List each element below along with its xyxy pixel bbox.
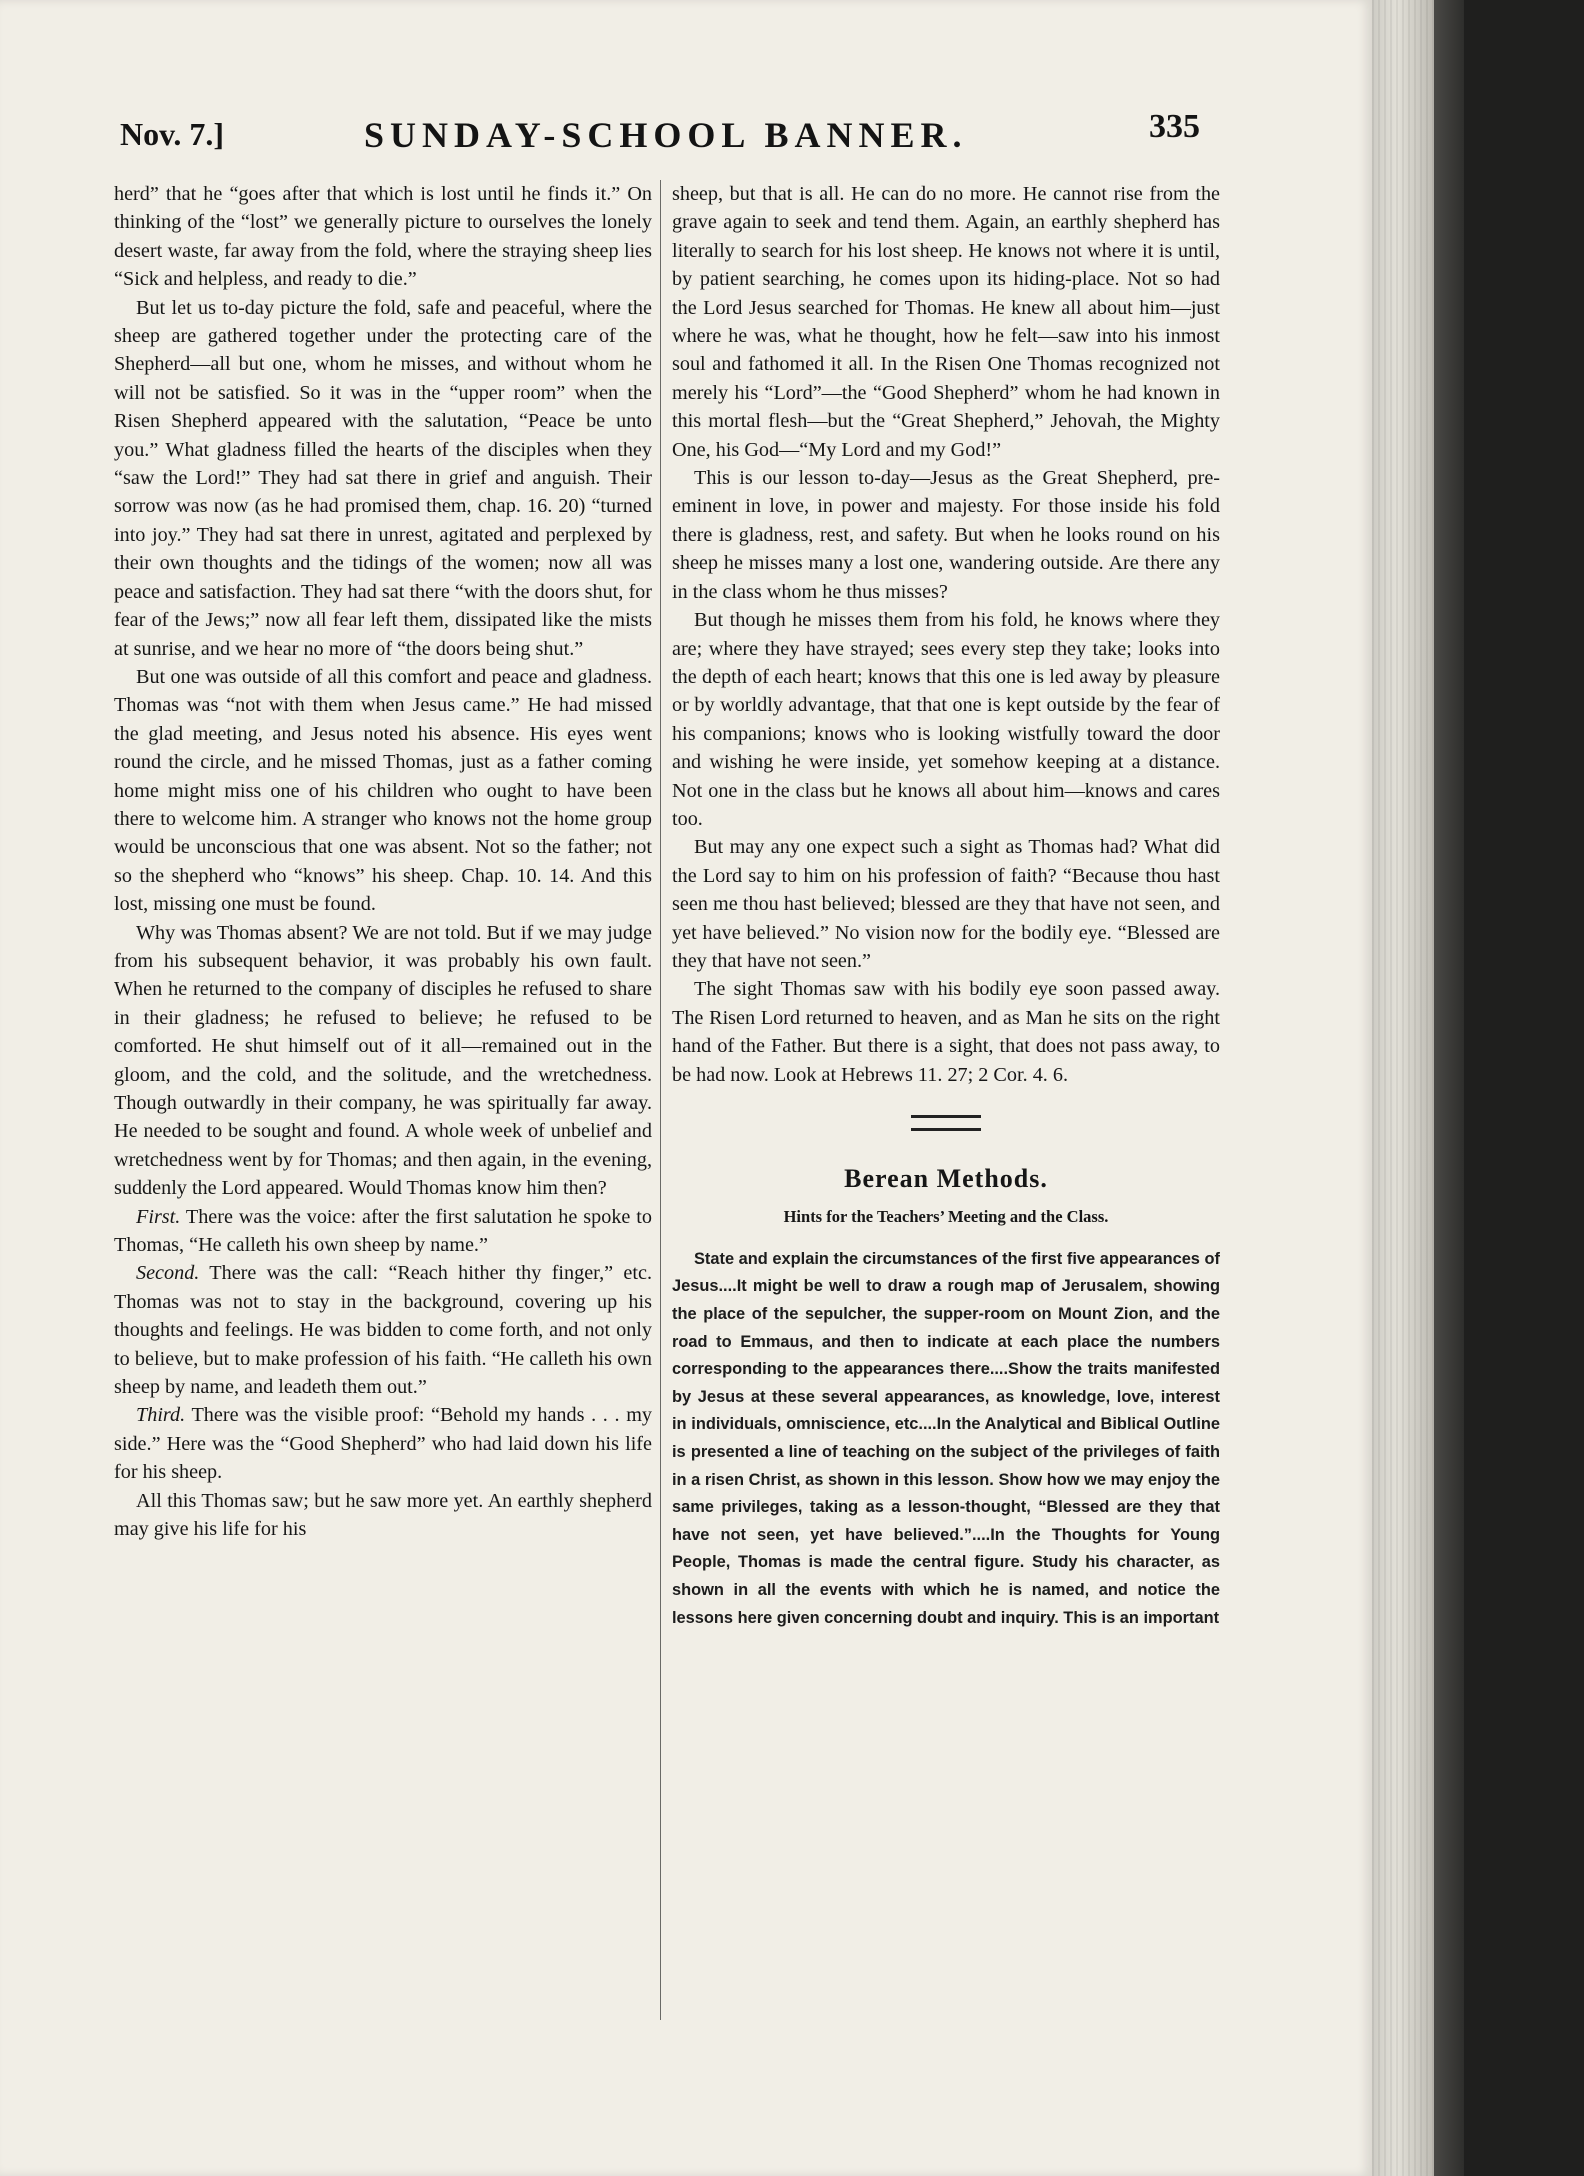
paragraph: herd” that he “goes after that which is lost until he finds it.” On thinking of the “lost” we generally picture to ourselves the lonely desert waste, far away from the fold, where the straying sheep lies “Sick and helpless, and ready to die.” <box>114 183 652 291</box>
header-title: SUNDAY-SCHOOL BANNER. <box>364 115 968 155</box>
section-title: Berean Methods. <box>844 1164 1048 1193</box>
paragraph-first <box>114 1203 652 1260</box>
paragraph: But may any one expect such a sight as Thomas had? What did the Lord say to him on his profession of faith? “Because thou hast seen me thou hast believed; blessed are they that have not seen, and yet have believed.” No vision now for the bodily eye. “Blessed are they that have not seen.” <box>672 836 1220 972</box>
header-date: Nov. 7.] <box>120 116 224 152</box>
page-number: 335 <box>1149 108 1200 145</box>
page-edge <box>1372 0 1434 2176</box>
paragraph: But let us to-day picture the fold, safe and peaceful, where the sheep are gathered together under the protecting care of the Shepherd—all but one, whom he misses, and without whom he will not be satisfied. So it was in the “upper room” when the Risen Shepherd appeared with the salutation, “Peace be unto you.” What gladness filled the hearts of the disciples when they “saw the Lord!” They had sat there in grief and anguish. Their sorrow was now (as he had promised them, chap. 16. 20) “turned into joy.” They had sat there in unrest, agitated and perplexed by their own thoughts and the tidings of the women; now all was peace and satisfaction. They had sat there “with the doors shut, for fear of the Jews;” now all fear left them, dissipated like the mists at sunrise, and we hear no more of “the doors being shut.” <box>114 296 652 660</box>
paragraph: But though he misses them from his fold, he knows where they are; where they have strayed; sees every step they take; looks into the depth of each heart; knows that this one is led away by pleasure or by worldly advantage, that that one is kept outside by the fear of his companions; knows who is looking wistfully toward the door and wishing he were inside, yet somehow keeping at a distance. Not one in the class but he knows all about him—knows and cares too. <box>672 609 1220 830</box>
text-first: There was the voice: after the first salutation he spoke to Thomas, “He calleth his own sheep by name.” <box>114 1205 652 1257</box>
lead-first: First. <box>136 1205 181 1228</box>
paragraph-third <box>114 1401 652 1486</box>
running-header <box>120 108 1220 154</box>
left-column <box>114 180 652 1544</box>
paragraph: Why was Thomas absent? We are not told. But if we may judge from his subsequent behavior, it was probably his own fault. When he returned to the company of disciples he refused to share in their gladness; he refused to believe; he refused to be comforted. He shut himself out of it all—remained out in the gloom, and the cold, and the solitude, and the wretchedness. Though outwardly in their company, he was spiritually far away. He needed to be sought and found. A whole week of unbelief and wretchedness went by for Thomas; and then again, in the evening, suddenly the Lord appeared. Would Thomas know him then? <box>114 921 652 1200</box>
section-subtitle: Hints for the Teachers’ Meeting and the Class. <box>783 1207 1109 1227</box>
methods-paragraph: State and explain the circumstances of the first five appearances of Jesus....It might be well to draw a rough map of Jerusalem, showing the place of the sepulcher, the supper-room on Mount Zion, and the road to Emmaus, and then to indicate at each place the numbers corresponding to the appearances there....Show the traits manifested by Jesus at these several appearances, as knowledge, love, interest in individuals, omniscience, etc....In the Analytical and Biblical Outline is presented a line of teaching on the subject of the privileges of faith in a risen Christ, as shown in this lesson. Show how we may enjoy the same privileges, taking as a lesson-thought, “Blessed are they that have not seen, yet have believed.”....In the Thoughts for Young People, Thomas is made the central figure. Study his character, as shown in all the events with which he is named, and notice the lessons here given concerning doubt and inquiry. This is an important <box>672 1249 1220 1627</box>
paragraph: All this Thomas saw; but he saw more yet. An earthly shepherd may give his life for his <box>114 1489 652 1541</box>
column-divider <box>660 180 661 2020</box>
paragraph: sheep, but that is all. He can do no more. He cannot rise from the grave again to seek and tend them. Again, an earthly shepherd has literally to search for his lost sheep. He knows not where it is until, by patient searching, he comes upon its hiding-place. Not so had the Lord Jesus searched for Thomas. He knew all about him—just where he was, what he thought, how he felt—saw into his inmost soul and fathomed it all. In the Risen One Thomas recognized not merely his “Lord”—the “Good Shepherd” whom he had known in this mortal flesh—but the “Great Shepherd,” Jehovah, the Mighty One, his God—“My Lord and my God!” <box>672 183 1220 461</box>
background <box>1464 0 1584 2176</box>
text-second: There was the call: “Reach hither thy finger,” etc. Thomas was not to stay in the background, covering up his thoughts and feelings. He was bidden to come forth, and not only to believe, but to make profession of his faith. “He calleth his own sheep by name, and leadeth them out.” <box>114 1262 652 1399</box>
lead-second: Second. <box>136 1262 200 1285</box>
paragraph: This is our lesson to-day—Jesus as the Great Shepherd, pre-eminent in love, in power and majesty. For those inside his fold there is gladness, rest, and safety. But when he looks round on his sheep he misses many a lost one, wandering outside. Are there any in the class whom he thus misses? <box>672 467 1220 603</box>
paragraph-second <box>114 1259 652 1401</box>
section-ornament <box>911 1115 981 1131</box>
right-column <box>672 180 1220 1632</box>
text-third: There was the visible proof: “Behold my hands . . . my side.” Here was the “Good Shepherd” who had laid down his life for his sheep. <box>114 1404 652 1484</box>
paragraph: But one was outside of all this comfort and peace and gladness. Thomas was “not with them when Jesus came.” He had missed the glad meeting, and Jesus noted his absence. His eyes went round the circle, and he missed Thomas, just as a father coming home might miss one of his children who ought to have been there to welcome him. A stranger who knows not the home group would be unconscious that one was absent. Not so the father; not so the shepherd who “knows” his sheep. Chap. 10. 14. And this lost, missing one must be found. <box>114 665 652 916</box>
book-spine-shadow <box>1434 0 1464 2176</box>
paragraph: The sight Thomas saw with his bodily eye soon passed away. The Risen Lord returned to heaven, and as Man he sits on the right hand of the Father. But there is a sight, that does not pass away, to be had now. Look at Hebrews 11. 27; 2 Cor. 4. 6. <box>672 978 1220 1086</box>
lead-third: Third. <box>136 1404 186 1427</box>
